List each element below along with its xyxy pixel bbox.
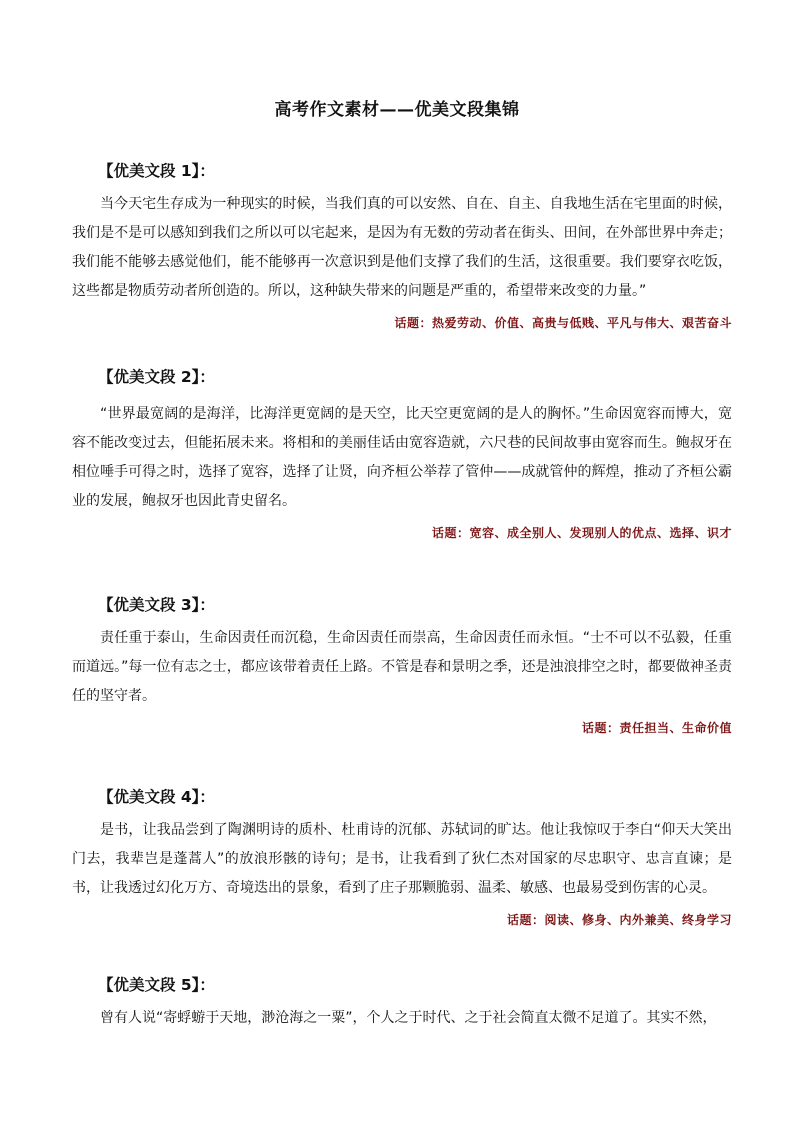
- section-paragraph: 责任重于泰山，生命因责任而沉稳，生命因责任而崇高，生命因责任而永恒。“士不可以不弘毅，任重而道远。”每一位有志之士，都应该带着责任上路。不管是春和景明之季，还是浊浪排空之时，都要做神圣责任的坚守者。: [72, 630, 732, 704]
- section-paragraph: 是书，让我品尝到了陶渊明诗的质朴、杜甫诗的沉郁、苏轼词的旷达。他让我惊叹于李白“仰天大笑出门去，我辈岂是蓬蒿人”的放浪形骸的诗句；是书，让我看到了狄仁杰对国家的尽忠职守、忠言直谏；是书，让我透过幻化万方、奇境迭出的景象，看到了庄子那颗脆弱、温柔、敏感、也最易受到伤害的心灵。: [72, 822, 732, 896]
- section-heading: 【优美文段 4】：: [98, 788, 215, 806]
- topics-line: 话题：阅读、修身、内外兼美、终身学习: [506, 913, 732, 927]
- page-title: 高考作文素材——优美文段集锦: [274, 100, 520, 120]
- section-4: [72, 786, 732, 928]
- topics-line: 话题：宽容、成全别人、发现别人的优点、选择、识才: [431, 526, 732, 540]
- section-3: [72, 594, 732, 736]
- section-heading: 【优美文段 5】：: [98, 976, 215, 994]
- section-paragraph: 曾有人说“寄蜉蝣于天地，渺沧海之一粟”，个人之于时代、之于社会简直太微不足道了。其实不然，: [100, 1010, 717, 1026]
- topics-line: 话题：热爱劳动、价值、高贵与低贱、平凡与伟大、艰苦奋斗: [394, 316, 732, 330]
- section-paragraph: 当今天宅生存成为一种现实的时候，当我们真的可以安然、自在、自主、自我地生活在宅里面的时候，我们是不是可以感知到我们之所以可以宅起来，是因为有无数的劳动者在街头、田间，在外部世界中奔走；我们能不能够去感觉他们，能不能够再一次意识到是他们支撑了我们的生活，这很重要。我们要穿衣吃饭，这些都是物质劳动者所创造的。所以，这种缺失带来的问题是严重的，希望带来改变的力量。”: [72, 196, 732, 299]
- section-paragraph: “世界最宽阔的是海洋，比海洋更宽阔的是天空，比天空更宽阔的是人的胸怀。”生命因宽容而博大，宽容不能改变过去，但能拓展未来。将相和的美丽佳话由宽容造就，六尺巷的民间故事由宽容而生。鲍叔牙在相位唾手可得之时，选择了宽容，选择了让贤，向齐桓公举荐了管仲——成就管仲的辉煌，推动了齐桓公霸业的发展，鲍叔牙也因此青史留名。: [72, 406, 732, 509]
- section-5: [72, 974, 732, 1033]
- topics-line: 话题：责任担当、生命价值: [581, 721, 732, 735]
- section-2: [72, 366, 732, 541]
- section-heading: 【优美文段 2】：: [98, 368, 215, 386]
- section-1: [72, 160, 732, 331]
- section-heading: 【优美文段 3】：: [98, 596, 215, 614]
- section-heading: 【优美文段 1】：: [98, 162, 215, 180]
